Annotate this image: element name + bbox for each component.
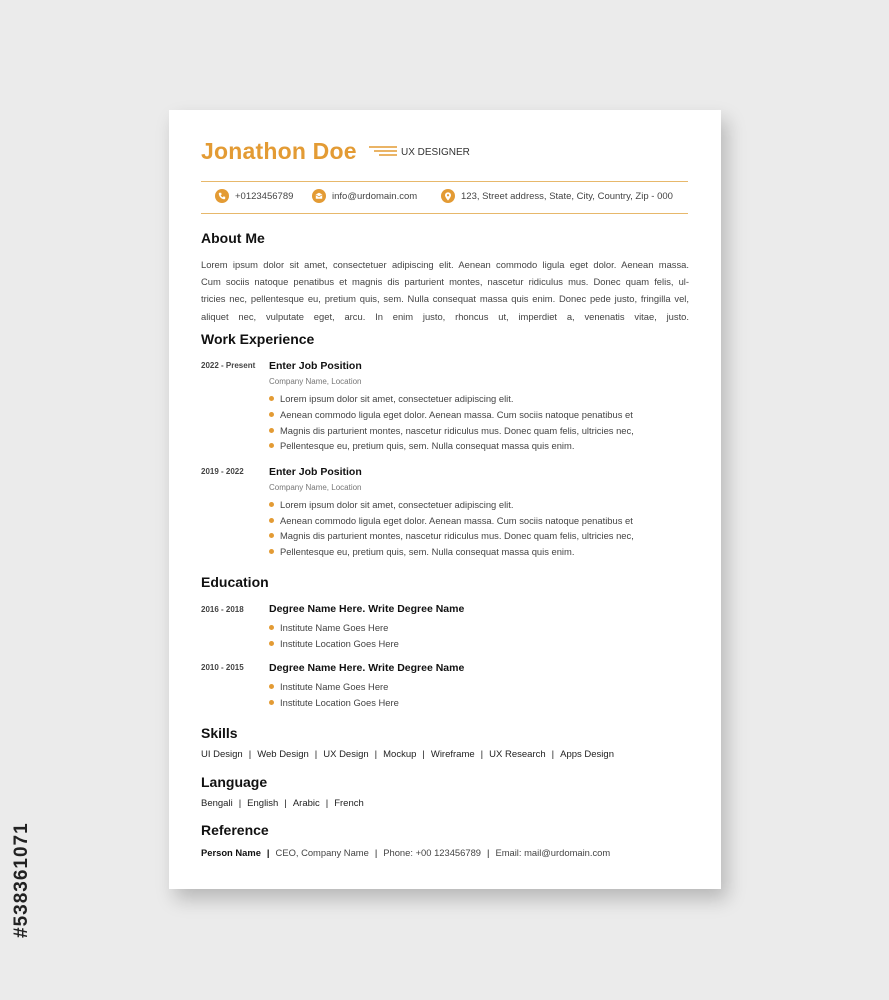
degree-name: Degree Name Here. Write Degree Name (269, 662, 465, 674)
job-bullet (269, 515, 633, 526)
job-bullet (269, 440, 574, 451)
work-title: Work Experience (201, 331, 315, 347)
reference-line: Person Name | CEO, Company Name | Phone: +00 123456789 | Email: mail@urdomain.com (201, 847, 611, 858)
job-company: Company Name, Location (269, 483, 362, 492)
bullet-text: Magnis dis parturient montes, nascetur ridiculus mus. Donec quam felis, ultricies nec, (280, 425, 634, 436)
bullet-dot (269, 412, 274, 417)
resume-page (169, 110, 721, 889)
job-position: Enter Job Position (269, 360, 362, 372)
title-lines-icon (369, 146, 397, 158)
skills-list: UI Design | Web Design | UX Design | Mockup | Wireframe | UX Research | Apps Design (201, 749, 614, 760)
language-title: Language (201, 774, 268, 790)
about-line: tricies nec, pellentesque eu, pretium quis, sem. Nulla consequat massa quis enim. Donec pede justo, fringilla vel, (201, 293, 689, 305)
bullet-dot (269, 700, 274, 705)
education-bullet (269, 697, 399, 708)
job-bullet (269, 425, 634, 436)
about-line: aliquet nec, vulputate eget, arcu. In enim justo, rhoncus ut, imperdiet a, venenatis vitae, justo. (201, 310, 689, 322)
bullet-text: Pellentesque eu, pretium quis, sem. Nulla consequat massa quis enim. (280, 440, 575, 451)
language-item: English (247, 798, 279, 809)
bullet-text: Institute Location Goes Here (280, 697, 399, 708)
job-bullet (269, 546, 574, 557)
bullet-dot (269, 518, 274, 523)
education-date: 2010 - 2015 (201, 663, 244, 672)
job-role: UX DESIGNER (401, 147, 470, 158)
job-bullet (269, 499, 513, 510)
location-pin-icon (441, 189, 455, 203)
job-bullet (269, 393, 513, 404)
reference-name: Person Name (201, 847, 261, 858)
bullet-text: Aenean commodo ligula eget dolor. Aenean massa. Cum sociis natoque penatibus et (280, 409, 633, 420)
skill-item: Mockup (383, 749, 417, 760)
language-item: Bengali (201, 798, 233, 809)
job-company: Company Name, Location (269, 377, 362, 386)
bullet-text: Lorem ipsum dolor sit amet, consectetuer adipiscing elit. (280, 499, 514, 510)
job-date: 2022 - Present (201, 361, 256, 370)
bullet-text: Institute Name Goes Here (280, 681, 389, 692)
skill-item: UX Research (489, 749, 546, 760)
email-text: info@urdomain.com (332, 190, 418, 202)
about-line: Lorem ipsum dolor sit amet, consectetuer adipiscing elit. Aenean commodo ligula eget dolor. Aenean massa. (201, 259, 689, 270)
skill-item: Wireframe (430, 749, 475, 760)
job-bullet (269, 409, 633, 420)
skills-title: Skills (201, 725, 238, 741)
language-list: Bengali | English | Arabic | French (201, 798, 364, 809)
about-line: Cum sociis natoque penatibus et magnis dis parturient montes, nascetur ridiculus mus. Donec quam felis, ul- (201, 276, 689, 288)
about-paragraph (201, 256, 689, 325)
bullet-text: Lorem ipsum dolor sit amet, consectetuer adipiscing elit. (280, 393, 514, 404)
contact-phone (215, 189, 293, 203)
education-bullet (269, 622, 388, 633)
top-divider (201, 181, 688, 182)
reference-phone: Phone: +00 123456789 (383, 847, 482, 858)
skill-item: Apps Design (560, 749, 614, 760)
bullet-dot (269, 502, 274, 507)
stock-id-label: #538361071 (11, 822, 32, 938)
bullet-dot (269, 443, 274, 448)
job-position: Enter Job Position (269, 466, 362, 478)
language-item: Arabic (292, 798, 320, 809)
bullet-text: Magnis dis parturient montes, nascetur ridiculus mus. Donec quam felis, ultricies nec, (280, 530, 634, 541)
education-bullet (269, 638, 399, 649)
about-title: About Me (201, 230, 265, 246)
contact-address (441, 189, 673, 203)
bullet-dot (269, 684, 274, 689)
reference-email: Email: mail@urdomain.com (495, 847, 611, 858)
job-bullet (269, 530, 634, 541)
skill-item: UX Design (323, 749, 369, 760)
bullet-text: Institute Name Goes Here (280, 622, 389, 633)
reference-title: Reference (201, 822, 269, 838)
bullet-dot (269, 428, 274, 433)
bullet-text: Aenean commodo ligula eget dolor. Aenean massa. Cum sociis natoque penatibus et (280, 515, 633, 526)
reference-position: CEO, Company Name (275, 847, 369, 858)
degree-name: Degree Name Here. Write Degree Name (269, 603, 465, 615)
bullet-text: Institute Location Goes Here (280, 638, 399, 649)
skill-item: Web Design (257, 749, 309, 760)
bullet-dot (269, 533, 274, 538)
email-icon (312, 189, 326, 203)
phone-icon (215, 189, 229, 203)
bullet-dot (269, 549, 274, 554)
resume-name: Jonathon Doe (201, 138, 357, 164)
bullet-text: Pellentesque eu, pretium quis, sem. Nulla consequat massa quis enim. (280, 546, 575, 557)
bullet-dot (269, 625, 274, 630)
skill-item: UI Design (201, 749, 243, 760)
address-text: 123, Street address, State, City, Country, Zip - 000 (461, 190, 673, 202)
bullet-dot (269, 396, 274, 401)
education-title: Education (201, 574, 269, 590)
education-date: 2016 - 2018 (201, 605, 244, 614)
contact-divider (201, 213, 688, 214)
bullet-dot (269, 641, 274, 646)
language-item: French (334, 798, 364, 809)
job-date: 2019 - 2022 (201, 467, 244, 476)
education-bullet (269, 681, 388, 692)
contact-email (312, 189, 417, 203)
phone-text: +0123456789 (235, 190, 294, 202)
